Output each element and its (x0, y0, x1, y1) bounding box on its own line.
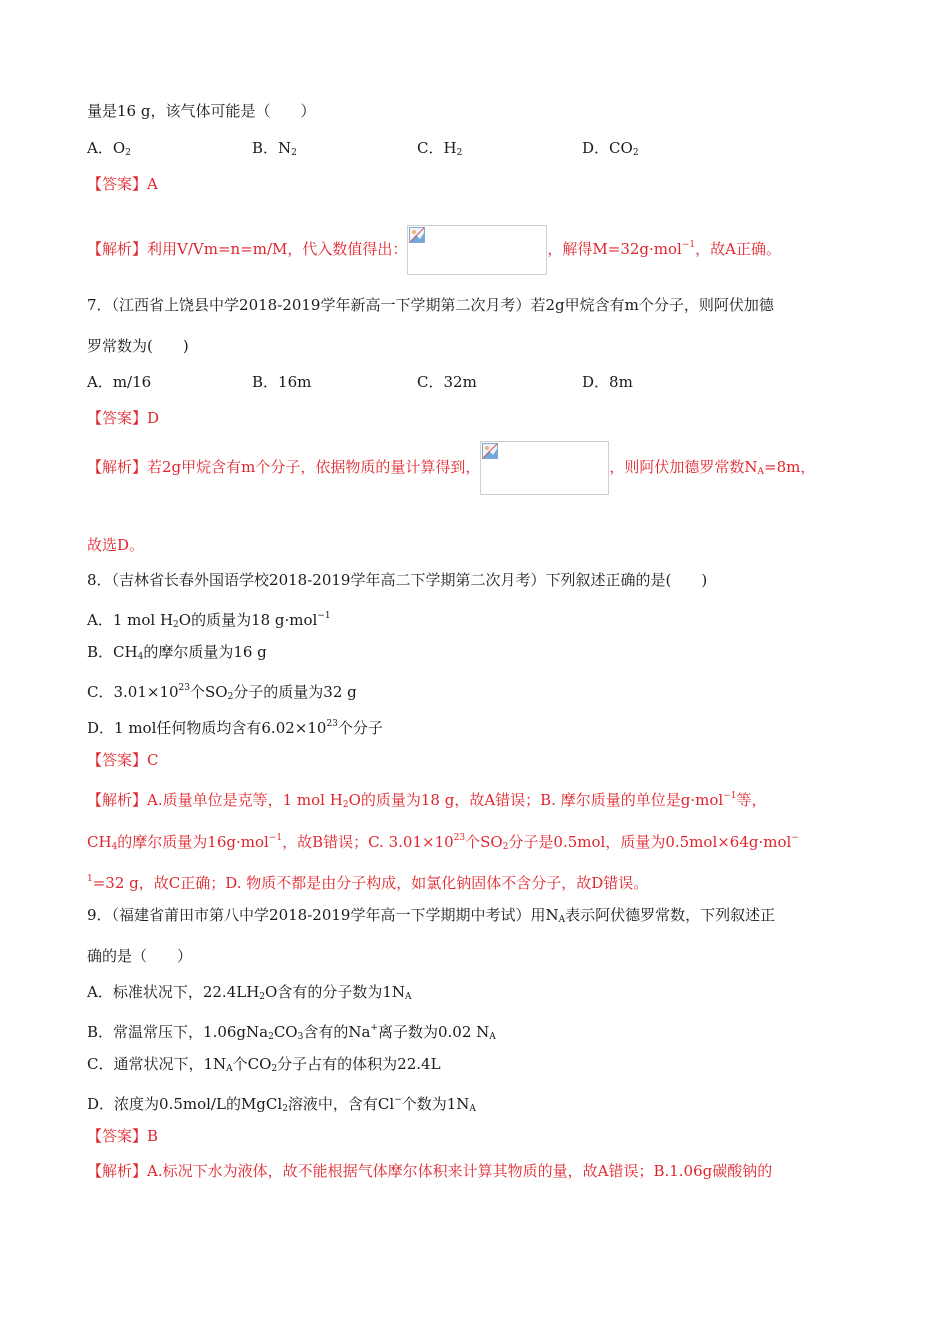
q7-option-a: A．m/16 (87, 373, 152, 391)
q8-answer: 【答案】C (87, 751, 159, 769)
q7-option-b: B．16m (252, 373, 312, 391)
q8-analysis-line1: 【解析】A.质量单位是克等，1 mol $H_2O$的质量为18 g，故A错误；B. 摩尔质量的单位是g·mol$^{-1}$等， (87, 791, 767, 810)
formula-image-placeholder (407, 225, 547, 275)
q9-stem-line2: 确的是（ ） (87, 947, 193, 965)
q7-stem-line2: 罗常数为( ) (87, 337, 189, 355)
q9-option-b: B．常温常压下，$1.06gNa_2CO_3$含有的Na+离子数为0.02 $N_A$ (87, 1023, 496, 1042)
q7-analysis: 【解析】若2g甲烷含有m个分子，依据物质的量计算得到， ，则阿伏加德罗常数$N_A=8m$， (87, 440, 815, 499)
q9-option-c: C．通常状况下，$1N_A$个$CO_2$分子占有的体积为22.4L (87, 1055, 441, 1074)
q6-option-c: C．$H_2$ (417, 139, 463, 158)
q7-option-c: C．32m (417, 373, 477, 391)
q7-option-d: D．8m (582, 373, 633, 391)
question-6-stem-tail: 量是16 g，该气体可能是（ ） (87, 102, 316, 120)
q8-stem: 8．（吉林省长春外国语学校2018-2019学年高二下学期第二次月考）下列叙述正确的是( ) (87, 571, 708, 589)
q8-analysis-line3: $^1$=32 g，故C正确；D. 物质不都是由分子构成，如氯化钠固体不含分子，故D错误。 (87, 874, 649, 892)
q6-analysis: 【解析】利用V/Vm=n=m/M，代入数值得出： ，解得M=32g·mol$^{-1}$，故A正确。 (87, 220, 781, 275)
q9-analysis: 【解析】A.标况下水为液体，故不能根据气体摩尔体积来计算其物质的量，故A错误；B.1.06g碳酸钠的 (87, 1162, 773, 1180)
q8-option-c: C．$3.01\times 10^{23}$个$SO_2$分子的质量为32 g (87, 683, 357, 702)
q8-option-b: B．$CH_4$的摩尔质量为16 g (87, 643, 267, 662)
q6-option-a: A．$O_2$ (87, 139, 131, 158)
q6-option-b: B．$N_2$ (252, 139, 297, 158)
broken-image-icon (482, 443, 498, 459)
q9-answer: 【答案】B (87, 1127, 159, 1145)
formula-image-placeholder (480, 441, 609, 495)
q9-stem-line1: 9．（福建省莆田市第八中学2018-2019学年高一下学期期中考试）用$N_A$表示阿伏德罗常数，下列叙述正 (87, 906, 776, 925)
q7-stem-line1: 7．（江西省上饶县中学2018-2019学年新高一下学期第二次月考）若2g甲烷含有m个分子，则阿伏加德 (87, 296, 774, 314)
q6-option-d: D．$CO_2$ (582, 139, 639, 158)
q8-analysis-line2: $CH_4$的摩尔质量为16g·mol$^{-1}$，故B错误；C. $3.01\times 10^{23}$个$SO_2$分子是0.5mol，质量为0.5mol×64g·mol− (87, 833, 799, 852)
q8-option-a: A．1 mol $H_2O$的质量为18 g·mol$^{-1}$ (87, 611, 331, 630)
q7-analysis-line2: 故选D。 (87, 536, 145, 554)
q9-option-a: A．标准状况下，$22.4LH_2O$含有的分子数为$1N_A$ (87, 983, 412, 1002)
q8-option-d: D．1 mol任何物质均含有$6.02\times 10^{23}$个分子 (87, 719, 383, 737)
broken-image-icon (409, 227, 425, 243)
q6-answer: 【答案】A (87, 175, 158, 193)
q9-option-d: D．浓度为0.5mol/L的MgCl$_2$溶液中，含有Cl−个数为$1N_A$ (87, 1095, 476, 1114)
q7-answer: 【答案】D (87, 409, 160, 427)
